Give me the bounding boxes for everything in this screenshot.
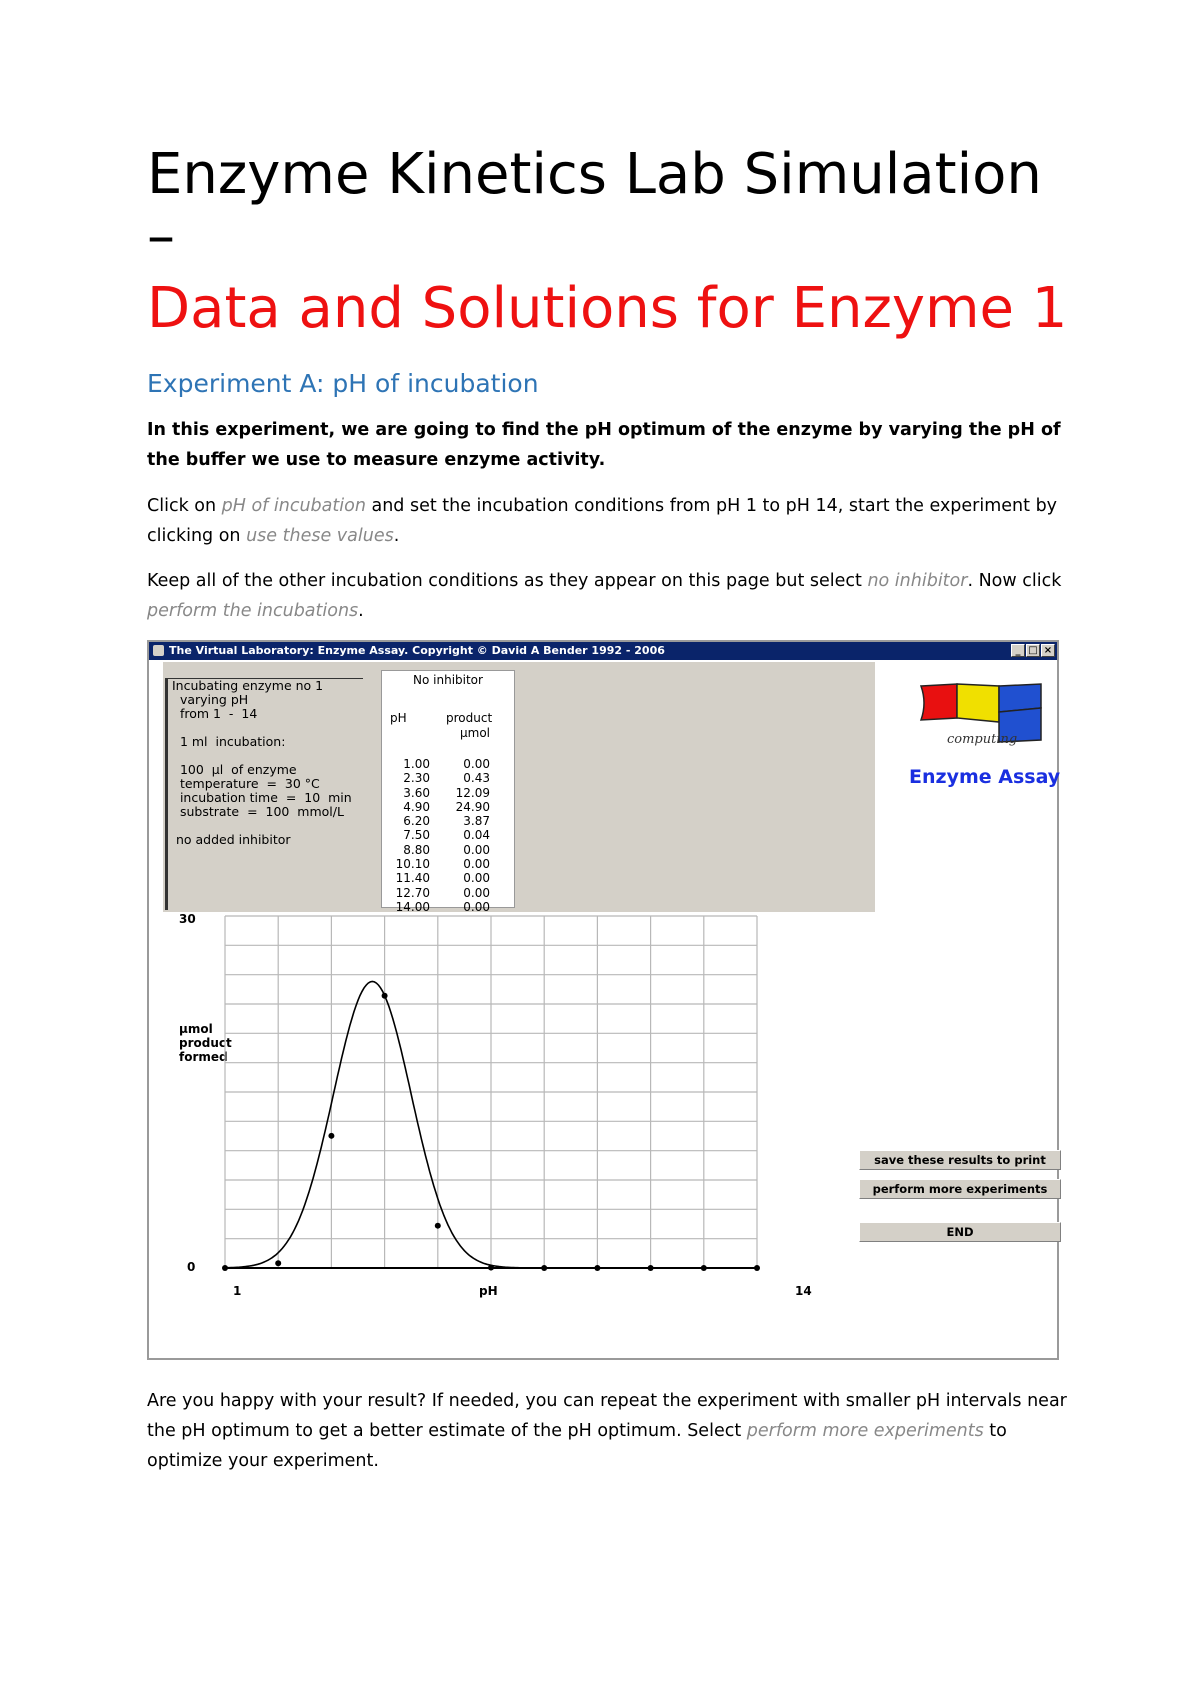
- perform-incubations-link[interactable]: perform the incubations: [147, 601, 359, 621]
- close-button[interactable]: ×: [1041, 644, 1055, 657]
- perform-more-experiments-button[interactable]: perform more experiments: [859, 1179, 1061, 1199]
- table-row: [382, 786, 514, 800]
- info-line: Incubating enzyme no 1: [172, 678, 324, 693]
- perform-more-experiments-link[interactable]: perform more experiments: [746, 1421, 984, 1441]
- table-row: [382, 886, 514, 900]
- product-cell: 0.00: [463, 885, 490, 900]
- p1-text-a: Click on: [147, 496, 222, 516]
- x-tick-min: 1: [233, 1284, 242, 1298]
- product-cell: 0.43: [463, 771, 490, 786]
- data-point: [648, 1265, 654, 1271]
- data-point: [541, 1265, 547, 1271]
- x-axis-label: pH: [479, 1284, 498, 1298]
- table-row: [382, 771, 514, 785]
- window-titlebar: [149, 642, 1057, 660]
- product-cell: 0.00: [463, 842, 490, 857]
- p1-text-c: .: [393, 526, 400, 546]
- ph-cell: 7.50: [403, 828, 430, 843]
- app-icon: [153, 645, 164, 656]
- table-rows: [382, 757, 514, 914]
- ph-cell: 2.30: [403, 771, 430, 786]
- data-point: [754, 1265, 760, 1271]
- data-point: [488, 1265, 494, 1271]
- info-line: varying pH: [172, 692, 249, 707]
- info-line: incubation time = 10 min: [172, 790, 352, 805]
- document-title: Enzyme Kinetics Lab Simulation: [147, 142, 1042, 207]
- product-cell: 24.90: [455, 799, 490, 814]
- save-results-button[interactable]: save these results to print: [859, 1150, 1061, 1170]
- ph-cell: 12.70: [395, 885, 430, 900]
- data-point: [701, 1265, 707, 1271]
- no-inhibitor-link[interactable]: no inhibitor: [867, 571, 968, 591]
- ph-cell: 6.20: [403, 814, 430, 829]
- info-line: [172, 721, 363, 735]
- results-panel: [163, 662, 875, 912]
- product-column-header: product: [446, 711, 493, 725]
- product-cell: 12.09: [455, 785, 490, 800]
- p2-text-b: . Now click: [967, 571, 1062, 591]
- unit-column-header: µmol: [460, 726, 490, 740]
- instruction-paragraph-2: [147, 566, 1067, 626]
- ph-of-incubation-link[interactable]: pH of incubation: [221, 496, 366, 516]
- table-row: [382, 800, 514, 814]
- info-line: from 1 - 14: [172, 706, 258, 721]
- table-row: [382, 871, 514, 885]
- product-cell: 0.00: [463, 757, 490, 771]
- table-row: [382, 828, 514, 842]
- ph-cell: 10.10: [395, 857, 430, 872]
- ph-cell: 14.00: [395, 899, 430, 914]
- y-tick-min: 0: [187, 1260, 196, 1274]
- info-line: [172, 749, 363, 763]
- info-line: [172, 819, 363, 833]
- intro-paragraph: In this experiment, we are going to find the pH optimum of the enzyme by varying the pH of the buffer we use to measure enzyme activity.: [147, 420, 1061, 470]
- minimize-button[interactable]: _: [1011, 644, 1025, 657]
- ph-cell: 11.40: [395, 871, 430, 886]
- window-title: The Virtual Laboratory: Enzyme Assay. Copyright © David A Bender 1992 - 2006: [169, 644, 665, 657]
- table-row: [382, 814, 514, 828]
- closing-paragraph: [147, 1386, 1067, 1476]
- info-line: temperature = 30 °C: [172, 776, 320, 791]
- title-dash: –: [147, 204, 175, 269]
- product-cell: 0.00: [463, 899, 490, 914]
- data-point: [382, 993, 388, 999]
- app-title: Enzyme Assay: [909, 766, 1061, 788]
- y-axis-label: µmol product formed: [179, 1022, 232, 1064]
- product-cell: 0.00: [463, 857, 490, 872]
- data-point: [594, 1265, 600, 1271]
- results-table: [381, 670, 515, 914]
- use-these-values-link[interactable]: use these values: [246, 526, 394, 546]
- product-cell: 3.87: [463, 814, 490, 829]
- document-subtitle: Data and Solutions for Enzyme 1: [147, 276, 1068, 341]
- end-button[interactable]: END: [859, 1222, 1061, 1242]
- logo-wordmark: computing: [947, 732, 1018, 747]
- p2-text-a: Keep all of the other incubation conditions as they appear on this page but select: [147, 571, 868, 591]
- chart-plot-area: [149, 912, 849, 1312]
- incubation-conditions: [165, 678, 363, 910]
- x-tick-max: 14: [795, 1284, 812, 1298]
- ph-column-header: pH: [390, 711, 407, 725]
- table-row: [382, 843, 514, 857]
- p3-text-a: Are you happy with your result? If needed, you can repeat the experiment with smaller pH intervals near the pH optimum to get a better estimate of the pH optimum. Select: [147, 1391, 1067, 1441]
- p3-text-b: to optimize your experiment.: [147, 1421, 1007, 1471]
- p2-text-c: .: [358, 601, 364, 621]
- table-row: [382, 757, 514, 771]
- section-heading: Experiment A: pH of incubation: [147, 369, 539, 398]
- info-line: 1 ml incubation:: [172, 734, 286, 749]
- table-row: [382, 857, 514, 871]
- info-line: no added inhibitor: [172, 832, 291, 847]
- data-point: [275, 1260, 281, 1266]
- data-point: [328, 1133, 334, 1139]
- data-point: [222, 1265, 228, 1271]
- ph-cell: 3.60: [403, 785, 430, 800]
- info-line: substrate = 100 mmol/L: [172, 804, 344, 819]
- info-line: 100 µl of enzyme: [172, 762, 297, 777]
- ph-cell: 4.90: [403, 799, 430, 814]
- p1-text-b: and set the incubation conditions from pH 1 to pH 14, start the experiment by clicking on: [147, 496, 1058, 546]
- ph-cell: 1.00: [403, 757, 430, 771]
- simulator-window: [147, 640, 1059, 1360]
- maximize-button[interactable]: □: [1026, 644, 1040, 657]
- instruction-paragraph-1: [147, 491, 1067, 551]
- ph-cell: 8.80: [403, 842, 430, 857]
- product-cell: 0.00: [463, 871, 490, 886]
- product-cell: 0.04: [463, 828, 490, 843]
- data-point: [435, 1223, 441, 1229]
- y-tick-max: 30: [179, 912, 196, 926]
- table-title: No inhibitor: [413, 673, 483, 687]
